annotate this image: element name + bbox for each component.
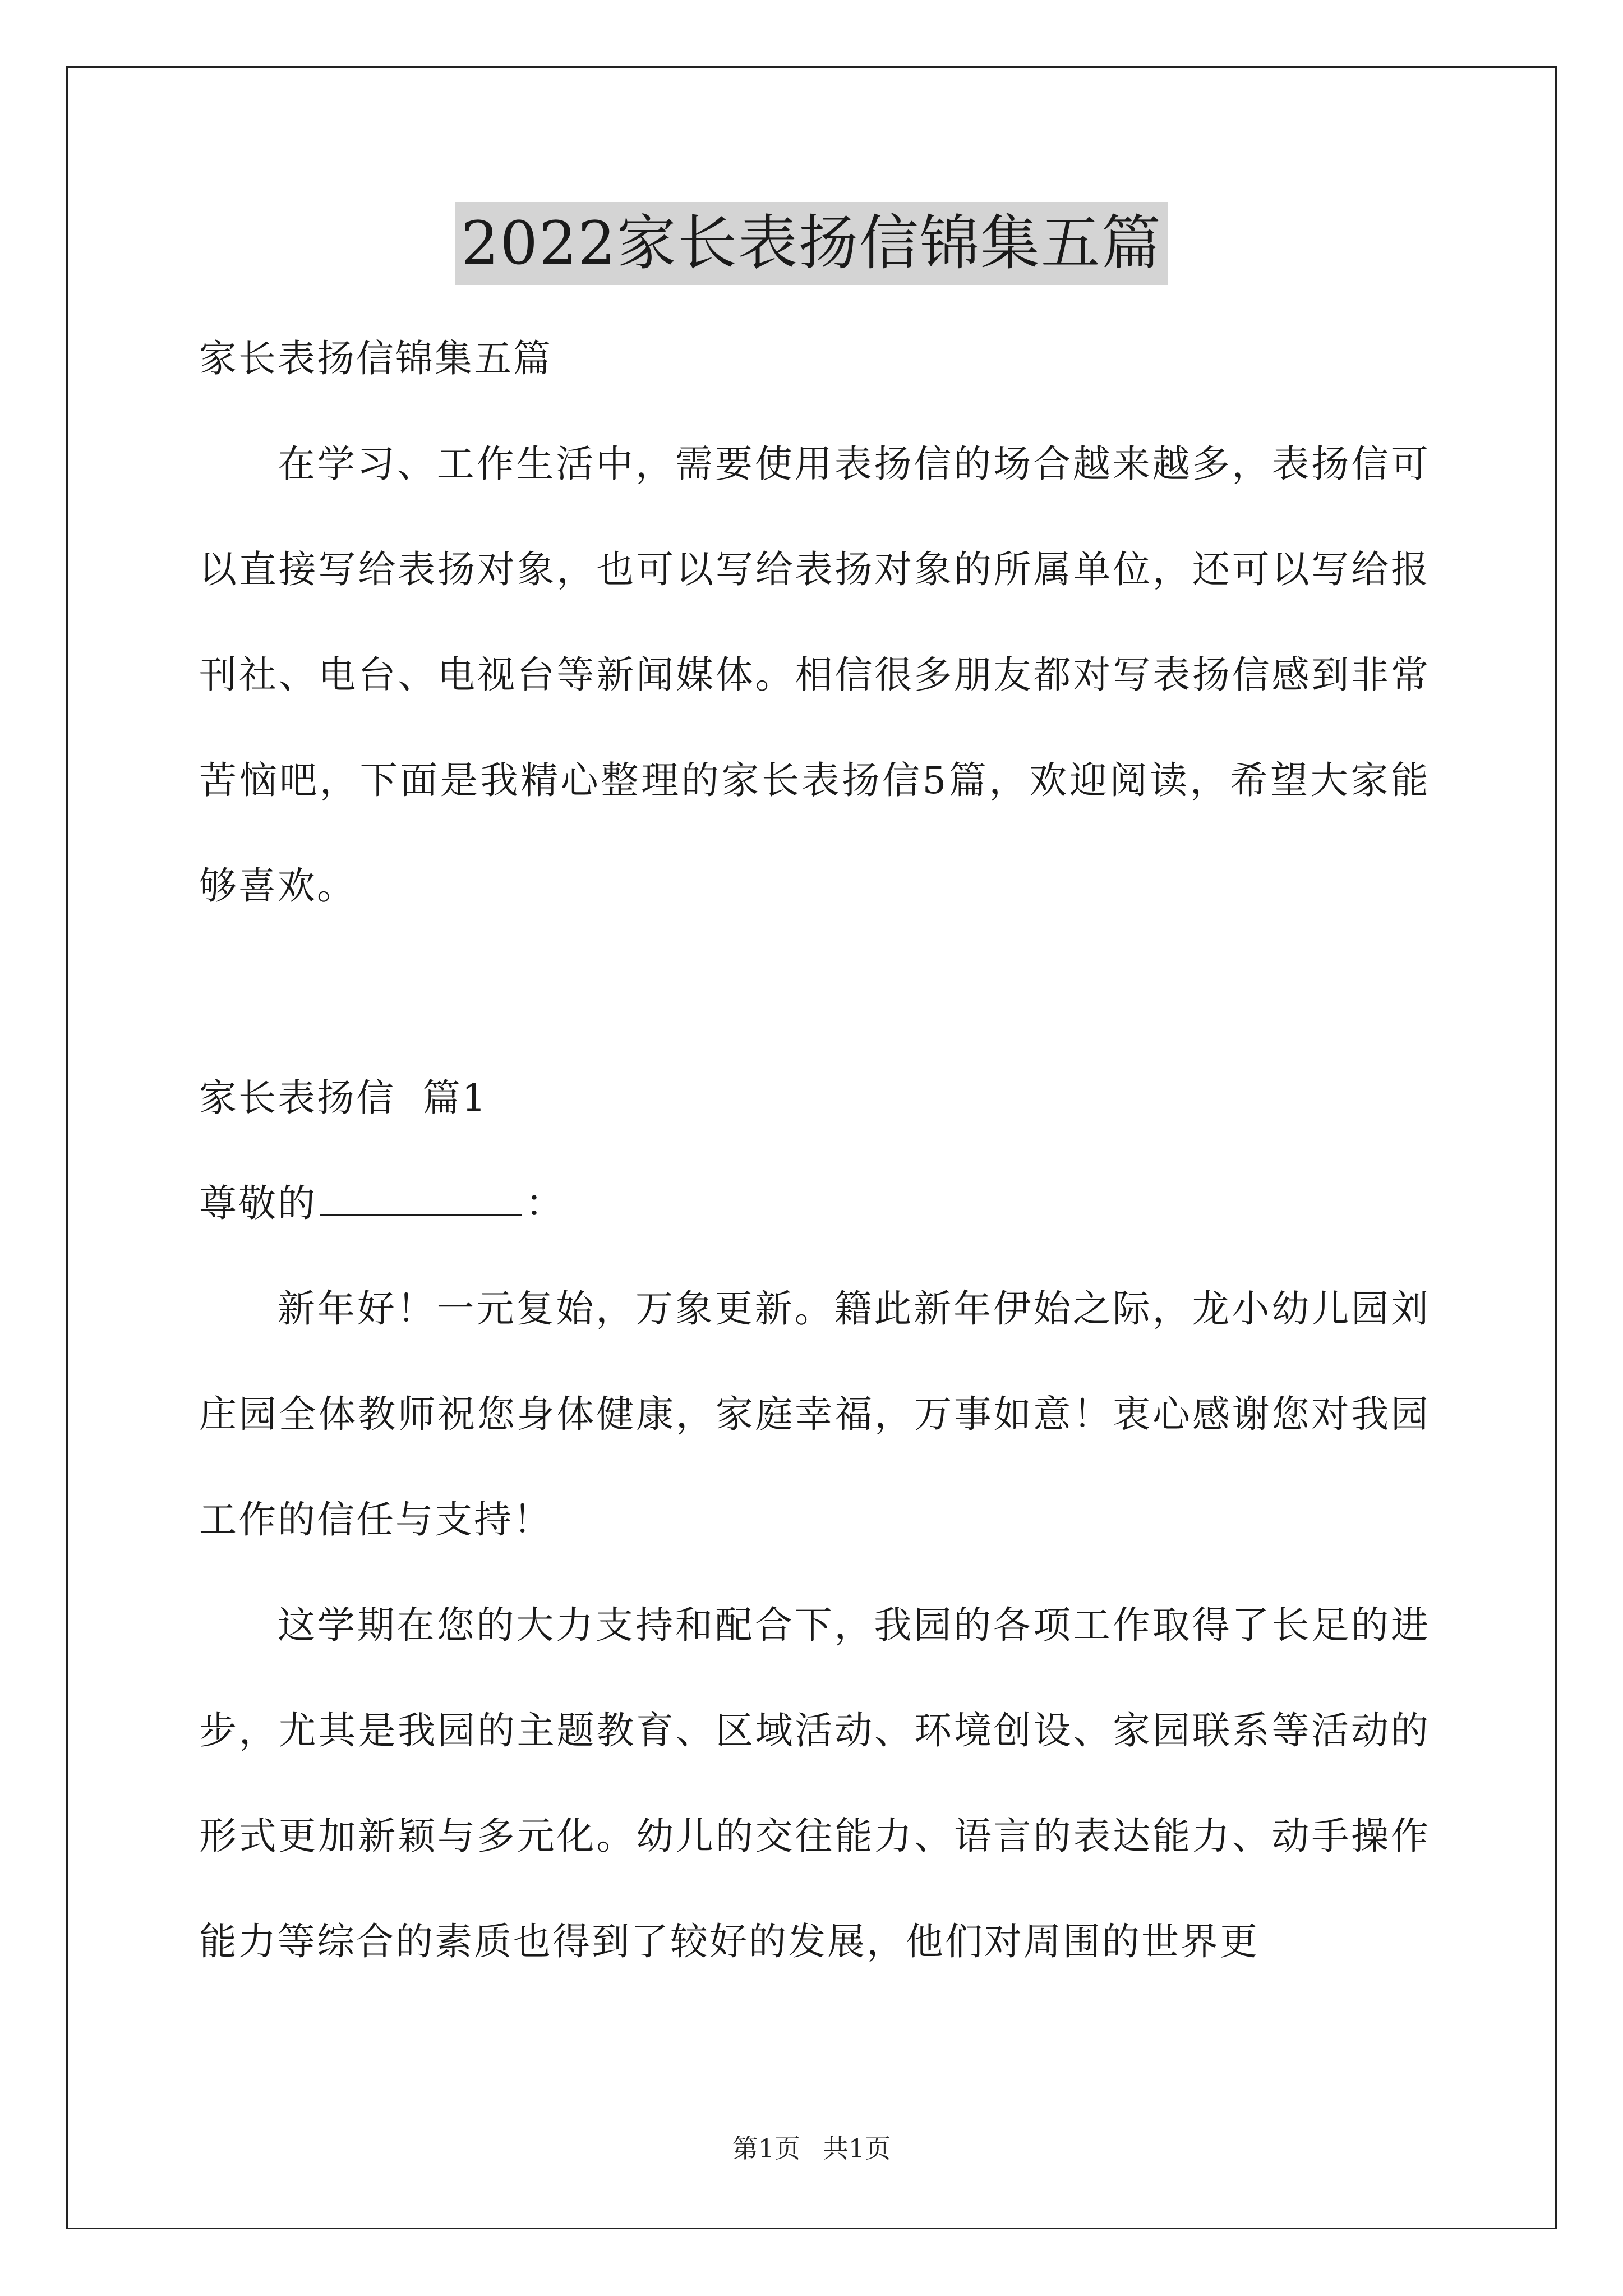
document-title: 2022家长表扬信锦集五篇 <box>455 202 1168 285</box>
document-subtitle: 家长表扬信锦集五篇 <box>199 337 552 380</box>
page-total: 共1页 <box>823 2133 891 2164</box>
salutation <box>199 1151 1430 1256</box>
page-number: 第1页 <box>732 2133 800 2164</box>
section-gap <box>199 938 1430 1045</box>
section-heading: 家长表扬信 篇1 <box>199 1076 488 1120</box>
letter-paragraph-1: 新年好！一元复始，万象更新。籍此新年伊始之际，龙小幼儿园刘庄园全体教师祝您身体健康，家庭幸福，万事如意！衷心感谢您对我园工作的信任与支持！ <box>199 1287 1430 1542</box>
intro-paragraph: 在学习、工作生活中，需要使用表扬信的场合越来越多，表扬信可以直接写给表扬对象，也可以写给表扬对象的所属单位，还可以写给报刊社、电台、电视台等新闻媒体。相信很多朋友都对写表扬信感到非常苦恼吧，下面是我精心整理的家长表扬信5篇，欢迎阅读，希望大家能够喜欢。 <box>199 442 1430 908</box>
salutation-suffix: ： <box>525 1181 565 1225</box>
document-body <box>199 306 1430 1994</box>
letter-paragraph-2: 这学期在您的大力支持和配合下，我园的各项工作取得了长足的进步，尤其是我园的主题教育、区域活动、环境创设、家园联系等活动的形式更加新颖与多元化。幼儿的交往能力、语言的表达能力、动手操作能力等综合的素质也得到了较好的发展，他们对周围的世界更 <box>199 1603 1430 1963</box>
title-container <box>0 202 1623 285</box>
salutation-prefix: 尊敬的 <box>199 1181 317 1225</box>
salutation-blank-line <box>320 1180 522 1216</box>
page-footer <box>0 2132 1623 2165</box>
